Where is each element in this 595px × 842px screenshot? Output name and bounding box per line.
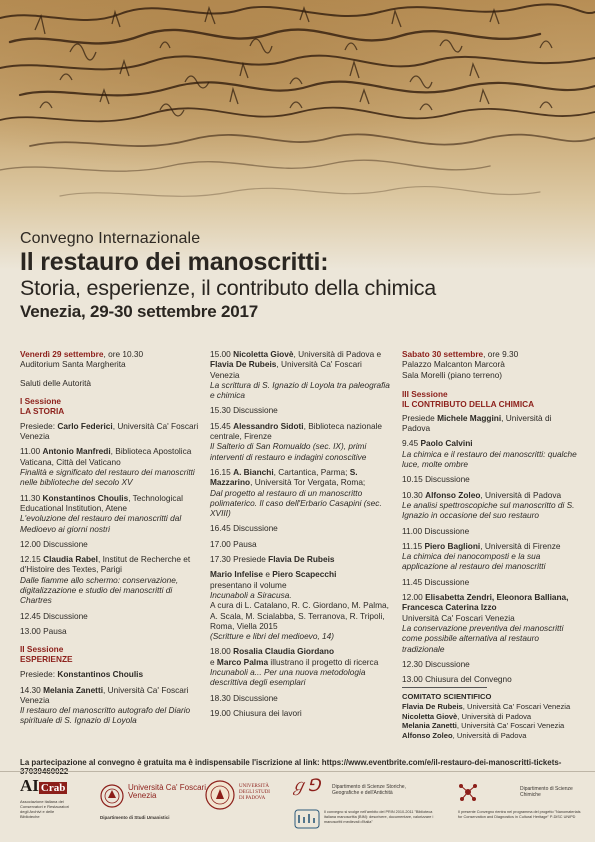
talk-item: 15.45 Alessandro Sidoti, Biblioteca nazionale centrale, Firenze Il Salterio di San Romualdo (sec. IX), primi interventi di restauro e indagini conoscitive <box>210 420 383 462</box>
dissgea-name: Dipartimento di Scienze Storiche, Geografiche e dell'Antichità <box>332 784 406 796</box>
session-chair: Presiede Michele Maggini, Università di Padova <box>402 412 552 434</box>
session-heading: I Sessione LA STORIA <box>20 395 65 416</box>
session-chair: 17.30 Presiede Flavia De Rubeis <box>210 554 335 565</box>
closing-item: 13.00 Chiusura del Convegno <box>402 674 512 685</box>
discussion-item: 11.00 Discussione <box>402 525 470 536</box>
welcome-item: Saluti delle Autorità <box>20 377 92 388</box>
talk-item: 10.30 Alfonso Zoleo, Università di Padova Le analisi spettroscopiche sul manoscritto di S. Ignazio in occasione del suo restauro <box>402 489 575 521</box>
discussion-item: 10.15 Discussione <box>402 474 470 485</box>
padova-seal-icon <box>205 780 235 810</box>
talk-item: 18.00 Rosalia Claudia Giordano e Marco Palma illustrano il progetto di ricerca Incunaboli a... Per una nuova metodologia descrittiva degli esemplari <box>210 646 379 688</box>
talk-item: 11.00 Antonio Manfredi, Biblioteca Apostolica Vaticana, Città del Vaticano Finalità e significato del restauro dei manoscritti nelle biblioteche del secolo XV <box>20 446 195 488</box>
discussion-item: 15.30 Discussione <box>210 405 278 416</box>
break-item: 13.00 Pausa <box>20 625 67 636</box>
venue-room: Sala Morelli (piano terreno) <box>402 369 503 380</box>
cafoscari-name: Università Ca' Foscari Venezia <box>128 783 206 800</box>
closing-item: 19.00 Chiusura dei lavori <box>210 707 302 718</box>
venue: Palazzo Malcanton Marcorà <box>402 359 505 370</box>
talk-item: 11.30 Konstantinos Choulis, Technological Educational Institution, Atene L'evoluzione del restauro dei manoscritti dal Medioevo ai giorni nostri <box>20 492 183 534</box>
prin-text: Il convegno si svolge nell'ambito del PRIN 2010-2011 "Biblioteca italiana manoscritta (BIM): descrivere, documentare, valorizzare i manoscritti medievali d'Italia" <box>324 810 434 824</box>
session-heading: III Sessione IL CONTRIBUTO DELLA CHIMICA <box>402 388 535 409</box>
aicrab-wordmark: Crab <box>40 782 66 794</box>
aicrab-mark: AI <box>20 776 39 795</box>
registration-note: La partecipazione al convegno è gratuita ma è indispensabile l'iscrizione al link: https://www.eventbrite.com/e/il-restauro-dei-manoscritti-tickets- <box>20 758 562 767</box>
discussion-item: 12.00 Discussione <box>20 538 88 549</box>
day-heading: Sabato 30 settembre, ore 9.30 <box>402 349 519 359</box>
committee-member: Flavia De Rubeis, Università Ca' Foscari Venezia <box>402 702 571 712</box>
talk-item: 12.15 Claudia Rabel, Institut de Recherche et d'Histoire des Textes, Parigi Dalle fiamme allo schermo: conservazione, digitalizzazione e studio dei manoscritti di Chartres <box>20 554 191 606</box>
page-subtitle: Storia, esperienze, il contributo della chimica <box>20 276 437 300</box>
talk-item: 11.15 Piero Baglioni, Università di Firenze La chimica dei nanocomposti e la sua applicazione al restauro dei manoscritti <box>402 540 561 572</box>
discussion-item: 11.45 Discussione <box>402 576 470 587</box>
committee-member: Melania Zanetti, Università Ca' Foscari Venezia <box>402 721 565 731</box>
session-chair: Presiede: Konstantinos Choulis <box>20 669 144 680</box>
committee-title: COMITATO SCIENTIFICO <box>402 692 492 702</box>
aicrab-logo <box>20 778 72 819</box>
break-item: 17.00 Pausa <box>210 538 257 549</box>
discussion-item: 12.45 Discussione <box>20 610 88 621</box>
talk-item: 16.15 A. Bianchi, Cartantica, Parma; S. Mazzarino, Università Tor Vergata, Roma; Dal progetto al restauro di un manoscritto polimaterico. Il caso dell'Erbario Casapini (sec. XVIII) <box>210 466 382 519</box>
program-column-day2 <box>402 349 580 740</box>
aicrab-text: Associazione italiana dei Conservatori e Restauratori degli Archivi e delle Biblioteche <box>20 799 69 819</box>
logos-strip <box>0 778 595 840</box>
event-dates: Venezia, 29-30 settembre 2017 <box>20 302 259 321</box>
book-presentation: Mario Infelise e Piero Scapecchi presentano il volume Incunaboli a Siracusa. A cura di L. Catalano, R. C. Giordano, M. Palma, A. Scala, M. Scialabba, S. Terranova, R. Tripoli, Roma, Viella 2015 (Scritture e libri del medioevo, 14) <box>210 569 389 642</box>
program-column-day1-afternoon <box>210 349 390 723</box>
page-title: Il restauro dei manoscritti: <box>20 248 329 276</box>
talk-item: 12.00 Elisabetta Zendri, Eleonora Balliana, Francesca Caterina Izzo Università Ca' Foscari Venezia La conservazione preventiva dei manoscritti come possibile alternativa al restauro tradizionale <box>402 592 569 654</box>
talk-item: 14.30 Melania Zanetti, Università Ca' Foscari Venezia Il restauro del manoscritto autografo del Diario spirituale di S. Ignazio di Loyola <box>20 684 191 726</box>
talk-item: 15.00 Nicoletta Giovè, Università di Padova e Flavia De Rubeis, Università Ca' Foscari Venezia La scrittura di S. Ignazio di Loyola tra paleografia e chimica <box>210 349 390 401</box>
discussion-item: 12.30 Discussione <box>402 658 470 669</box>
discussion-item: 18.30 Discussione <box>210 692 278 703</box>
session-chair: Presiede: Carlo Federici, Università Ca' Foscari Venezia <box>20 420 199 442</box>
scientific-committee <box>402 692 580 740</box>
divider <box>402 687 487 688</box>
discussion-item: 16.45 Discussione <box>210 523 278 534</box>
talk-item: 9.45 Paolo Calvini La chimica e il restauro dei manoscritti: qualche luce, molte ombre <box>402 438 577 470</box>
cafoscari-seal-icon <box>100 784 124 808</box>
chemistry-molecule-icon <box>458 782 478 802</box>
chemistry-text: Il presente Convegno rientra nel programma del progetto "Nanomaterials for Conservation and Diagnostics in Cultural Heritage" P-DiSC UNIPD <box>458 810 581 819</box>
committee-member: Nicoletta Giovè, Università di Padova <box>402 711 532 721</box>
cafoscari-dept: Dipartimento di Studi Umanistici <box>100 815 170 820</box>
footer-divider <box>0 771 595 772</box>
title-block <box>20 230 580 322</box>
venue: Auditorium Santa Margherita <box>20 359 126 370</box>
conference-label: Convegno Internazionale <box>20 230 201 247</box>
dissgea-mark-icon: ℊ⅁ <box>290 776 321 795</box>
day-heading: Venerdì 29 settembre, ore 10.30 <box>20 349 144 359</box>
committee-member: Alfonso Zoleo, Università di Padova <box>402 730 527 740</box>
chemistry-name: Dipartimento di Scienze Chimiche <box>520 786 573 798</box>
program-column-day1-morning <box>20 349 202 731</box>
padova-name: UNIVERSITÀ DEGLI STUDI DI PADOVA <box>239 784 270 801</box>
bim-logo-icon <box>294 809 320 829</box>
session-heading: II Sessione ESPERIENZE <box>20 644 73 665</box>
